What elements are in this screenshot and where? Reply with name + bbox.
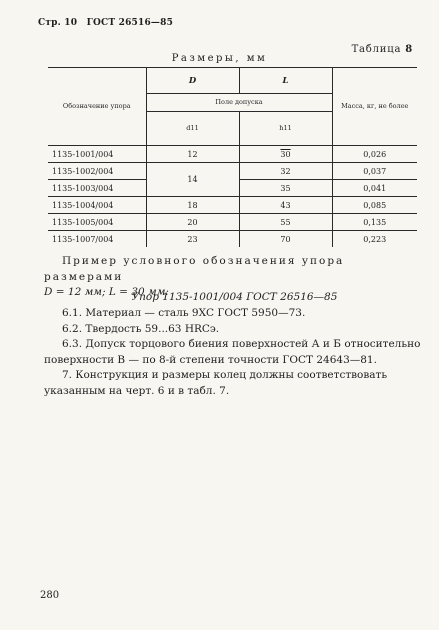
header-L: L bbox=[239, 68, 332, 94]
page-number: 280 bbox=[40, 590, 60, 601]
cell-code: 1135-1005/004 bbox=[48, 214, 146, 231]
page-header bbox=[38, 18, 173, 28]
cell-code: 1135-1002/004 bbox=[48, 163, 146, 180]
cell-L: 32 bbox=[239, 163, 332, 180]
cell-mass: 0,037 bbox=[332, 163, 417, 180]
header-tol-D: d11 bbox=[146, 112, 239, 146]
cell-code: 1135-1007/004 bbox=[48, 231, 146, 248]
cell-L bbox=[239, 146, 332, 163]
cell-L-value: 30 bbox=[280, 149, 291, 159]
requirements-list bbox=[44, 306, 425, 399]
cell-mass: 0,135 bbox=[332, 214, 417, 231]
header-tol-L: h11 bbox=[239, 112, 332, 146]
cell-mass: 0,026 bbox=[332, 146, 417, 163]
table-row bbox=[48, 231, 417, 248]
example-line bbox=[44, 254, 425, 285]
cell-D: 12 bbox=[146, 146, 239, 163]
item-hardness: 6.2. Твердость 59...63 HRCэ. bbox=[62, 322, 220, 335]
cell-D: 23 bbox=[146, 231, 239, 248]
cell-L: 43 bbox=[239, 197, 332, 214]
header-tolerance-field: Поле допуска bbox=[146, 94, 332, 112]
cell-L: 35 bbox=[239, 180, 332, 197]
table-title: Размеры, мм bbox=[171, 53, 268, 64]
header-designation: Обозначение упора bbox=[48, 68, 146, 146]
table-row bbox=[48, 146, 417, 163]
standard-code: ГОСТ 26516—85 bbox=[86, 18, 174, 28]
item-runout: 6.3. Допуск торцового биения поверхностей А и Б относительно поверхности В — по 8-й степени точности ГОСТ 24643—81. bbox=[44, 338, 421, 366]
item-material: 6.1. Материал — сталь 9ХС ГОСТ 5950—73. bbox=[62, 307, 306, 319]
cell-D: 20 bbox=[146, 214, 239, 231]
header-D: D bbox=[146, 68, 239, 94]
table-row bbox=[48, 214, 417, 231]
table-caption-number: 8 bbox=[405, 44, 413, 55]
header-mass: Масса, кг, не более bbox=[332, 68, 417, 146]
table-row bbox=[48, 197, 417, 214]
item-construction: 7. Конструкция и размеры колец должны соответствовать указанным на черт. 6 и в табл. 7. bbox=[44, 369, 388, 397]
table-caption-label: Таблица bbox=[351, 44, 402, 55]
example-text: Пример условного обозначения упора размерами bbox=[44, 255, 345, 283]
page-label: Стр. 10 bbox=[38, 18, 78, 28]
designation-example: Упор 1135-1001/004 ГОСТ 26516—85 bbox=[131, 291, 338, 303]
table-row bbox=[48, 163, 417, 180]
cell-D: 18 bbox=[146, 197, 239, 214]
cell-mass: 0,085 bbox=[332, 197, 417, 214]
cell-mass: 0,223 bbox=[363, 234, 387, 244]
cell-mass: 0,041 bbox=[332, 180, 417, 197]
cell-code: 1135-1004/004 bbox=[48, 197, 146, 214]
cell-code: 1135-1003/004 bbox=[48, 180, 146, 197]
example-dimensions: D = 12 мм; L = 30 мм: bbox=[44, 286, 169, 298]
cell-L: 55 bbox=[239, 214, 332, 231]
dimensions-table bbox=[48, 67, 417, 247]
cell-code: 1135-1001/004 bbox=[48, 146, 146, 163]
cell-D: 14 bbox=[146, 163, 239, 197]
cell-L: 70 bbox=[239, 231, 332, 248]
